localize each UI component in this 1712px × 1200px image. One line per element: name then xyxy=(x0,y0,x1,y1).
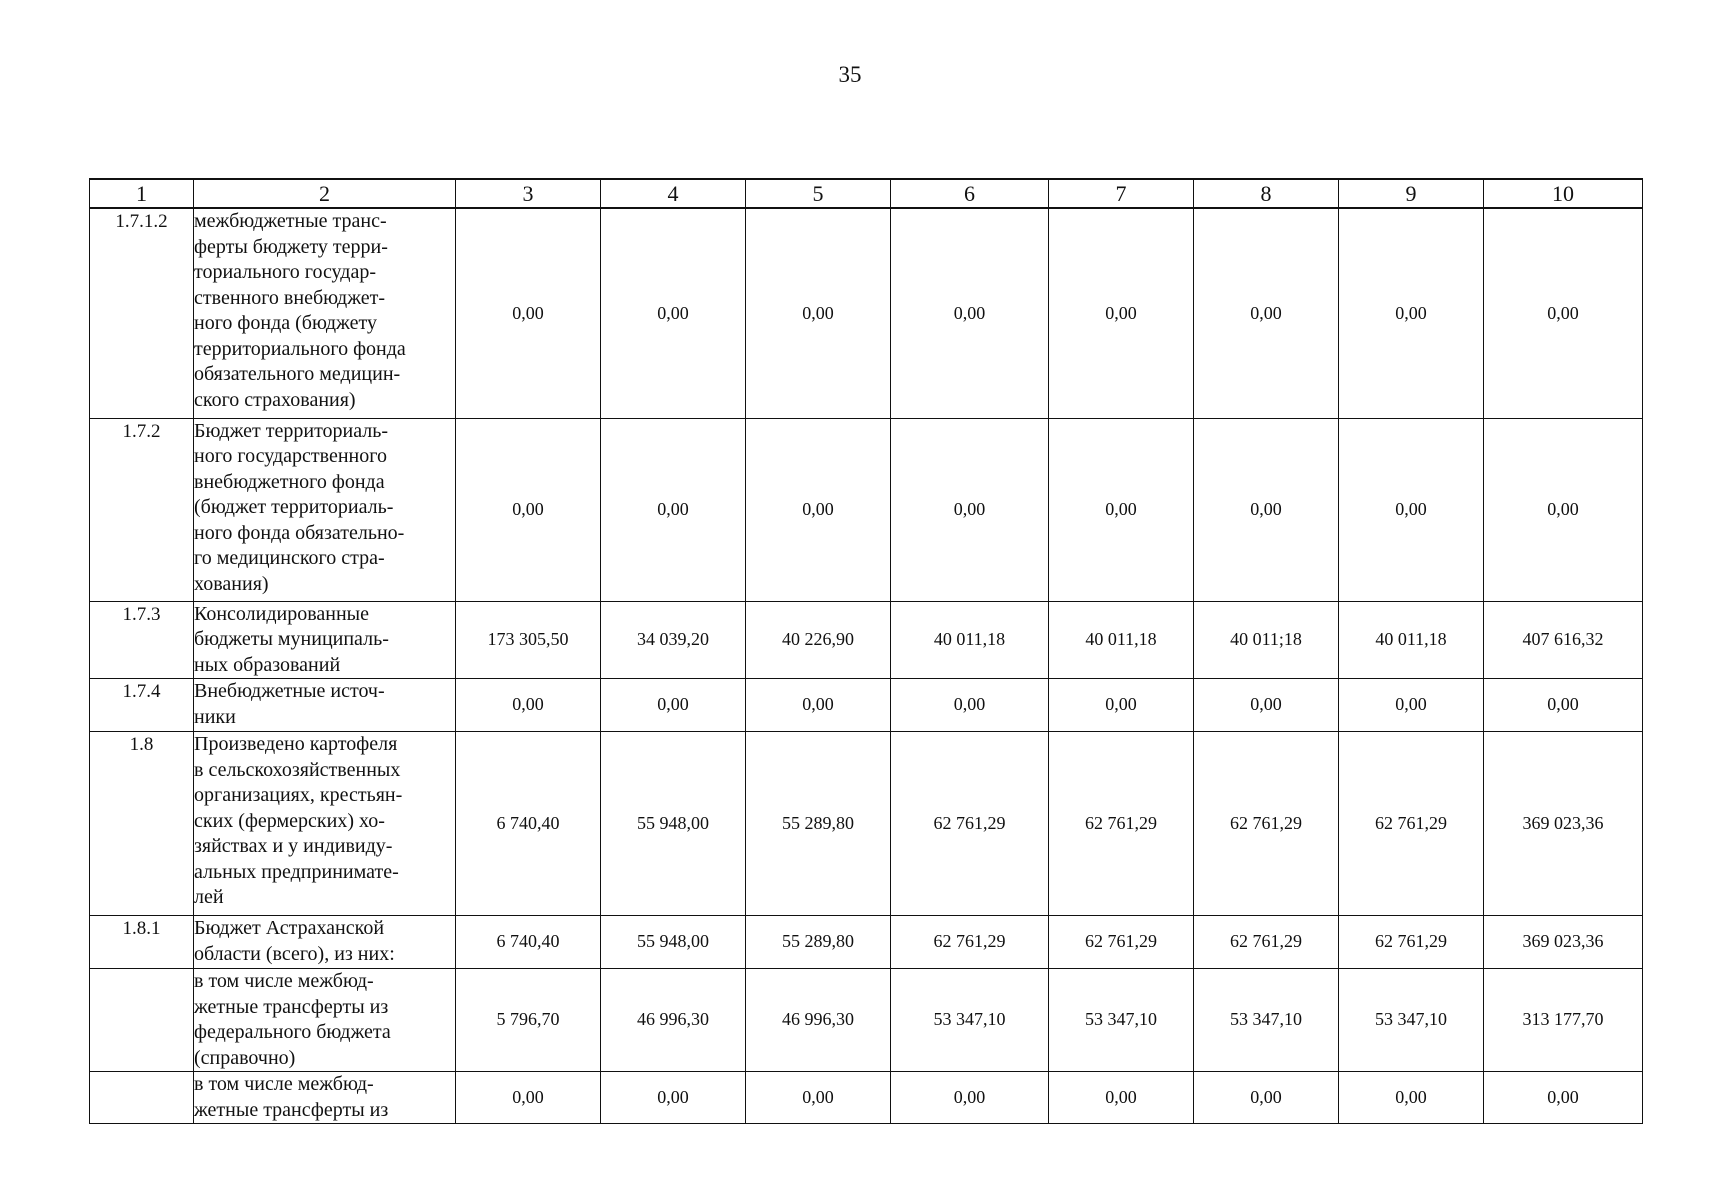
value-cell-col-7: 0,00 xyxy=(1049,208,1194,418)
value-cell-col-5: 0,00 xyxy=(746,208,891,418)
value-cell-col-10: 0,00 xyxy=(1484,208,1643,418)
description-line: ного фонда обязательно- xyxy=(194,521,405,544)
table-row xyxy=(90,679,1643,732)
row-description xyxy=(194,916,456,969)
description-line: области (всего), из них: xyxy=(194,942,395,965)
row-code xyxy=(90,1072,194,1124)
description-line: ферты бюджету терри- xyxy=(194,235,388,258)
table-row xyxy=(90,916,1643,969)
row-code xyxy=(90,969,194,1072)
value-cell-col-10: 0,00 xyxy=(1484,418,1643,601)
description-line: ственного внебюджет- xyxy=(194,286,386,309)
value-cell-col-4: 46 996,30 xyxy=(601,969,746,1072)
budget-table xyxy=(89,178,1643,1124)
value-cell-col-6: 0,00 xyxy=(891,1072,1049,1124)
value-cell-col-9: 0,00 xyxy=(1339,1072,1484,1124)
row-description xyxy=(194,1072,456,1124)
header-row xyxy=(90,179,1643,208)
value-cell-col-6: 53 347,10 xyxy=(891,969,1049,1072)
description-line: ных образований xyxy=(194,653,341,676)
value-cell-col-10: 0,00 xyxy=(1484,1072,1643,1124)
description-line: ториального государ- xyxy=(194,261,377,283)
description-line: ники xyxy=(194,705,236,728)
row-description xyxy=(194,601,456,679)
description-line: федерального бюджета xyxy=(194,1021,391,1043)
value-cell-col-9: 62 761,29 xyxy=(1339,732,1484,916)
value-cell-col-3: 6 740,40 xyxy=(456,916,601,969)
value-cell-col-4: 34 039,20 xyxy=(601,601,746,679)
description-line: бюджеты муниципаль- xyxy=(194,628,389,650)
value-cell-col-9: 0,00 xyxy=(1339,679,1484,732)
description-line: зяйствах и у индивиду- xyxy=(194,835,393,857)
row-description xyxy=(194,418,456,601)
value-cell-col-6: 62 761,29 xyxy=(891,916,1049,969)
description-line: жетные трансферты из xyxy=(194,995,389,1018)
column-header-5: 5 xyxy=(746,179,891,208)
value-cell-col-5: 0,00 xyxy=(746,679,891,732)
column-header-1: 1 xyxy=(90,179,194,208)
row-code: 1.8 xyxy=(90,732,194,916)
description-line: (справочно) xyxy=(194,1046,296,1069)
value-cell-col-6: 62 761,29 xyxy=(891,732,1049,916)
value-cell-col-4: 55 948,00 xyxy=(601,732,746,916)
row-code: 1.7.3 xyxy=(90,601,194,679)
value-cell-col-7: 40 011,18 xyxy=(1049,601,1194,679)
column-header-7: 7 xyxy=(1049,179,1194,208)
description-line: Произведено картофеля xyxy=(194,733,398,755)
value-cell-col-6: 0,00 xyxy=(891,679,1049,732)
value-cell-col-7: 53 347,10 xyxy=(1049,969,1194,1072)
value-cell-col-3: 5 796,70 xyxy=(456,969,601,1072)
value-cell-col-3: 6 740,40 xyxy=(456,732,601,916)
description-line: жетные трансферты из xyxy=(194,1098,389,1121)
value-cell-col-9: 53 347,10 xyxy=(1339,969,1484,1072)
value-cell-col-9: 0,00 xyxy=(1339,418,1484,601)
value-cell-col-3: 0,00 xyxy=(456,208,601,418)
value-cell-col-5: 0,00 xyxy=(746,418,891,601)
value-cell-col-6: 40 011,18 xyxy=(891,601,1049,679)
row-code: 1.7.1.2 xyxy=(90,208,194,418)
value-cell-col-7: 0,00 xyxy=(1049,418,1194,601)
value-cell-col-8: 62 761,29 xyxy=(1194,732,1339,916)
value-cell-col-9: 0,00 xyxy=(1339,208,1484,418)
column-header-4: 4 xyxy=(601,179,746,208)
description-line: лей xyxy=(194,886,224,908)
value-cell-col-10: 0,00 xyxy=(1484,679,1643,732)
value-cell-col-7: 62 761,29 xyxy=(1049,732,1194,916)
description-line: ского страхования) xyxy=(194,388,356,411)
column-header-3: 3 xyxy=(456,179,601,208)
column-header-10: 10 xyxy=(1484,179,1643,208)
column-header-9: 9 xyxy=(1339,179,1484,208)
description-line: Бюджет территориаль- xyxy=(194,419,389,442)
value-cell-col-7: 0,00 xyxy=(1049,1072,1194,1124)
description-line: ного государственного xyxy=(194,445,387,467)
description-line: в том числе межбюд- xyxy=(194,1073,374,1095)
row-description xyxy=(194,208,456,418)
value-cell-col-10: 369 023,36 xyxy=(1484,916,1643,969)
value-cell-col-3: 173 305,50 xyxy=(456,601,601,679)
value-cell-col-5: 46 996,30 xyxy=(746,969,891,1072)
value-cell-col-10: 369 023,36 xyxy=(1484,732,1643,916)
table-header xyxy=(90,179,1643,208)
description-line: территориального фонда xyxy=(194,337,406,360)
value-cell-col-3: 0,00 xyxy=(456,679,601,732)
table-row xyxy=(90,732,1643,916)
description-line: обязательного медицин- xyxy=(194,363,401,385)
value-cell-col-6: 0,00 xyxy=(891,208,1049,418)
value-cell-col-7: 62 761,29 xyxy=(1049,916,1194,969)
value-cell-col-4: 0,00 xyxy=(601,418,746,601)
value-cell-col-3: 0,00 xyxy=(456,1072,601,1124)
value-cell-col-8: 0,00 xyxy=(1194,208,1339,418)
table-row xyxy=(90,418,1643,601)
value-cell-col-4: 0,00 xyxy=(601,1072,746,1124)
value-cell-col-5: 40 226,90 xyxy=(746,601,891,679)
value-cell-col-8: 0,00 xyxy=(1194,679,1339,732)
table-row xyxy=(90,969,1643,1072)
value-cell-col-10: 407 616,32 xyxy=(1484,601,1643,679)
value-cell-col-7: 0,00 xyxy=(1049,679,1194,732)
description-line: ного фонда (бюджету xyxy=(194,312,377,334)
row-description xyxy=(194,679,456,732)
description-line: внебюджетного фонда xyxy=(194,470,385,493)
value-cell-col-9: 40 011,18 xyxy=(1339,601,1484,679)
page-number: 35 xyxy=(838,62,862,87)
row-description xyxy=(194,732,456,916)
description-line: в сельскохозяйственных xyxy=(194,758,401,781)
row-description xyxy=(194,969,456,1072)
description-line: межбюджетные транс- xyxy=(194,210,387,232)
value-cell-col-8: 40 011;18 xyxy=(1194,601,1339,679)
table-row xyxy=(90,208,1643,418)
value-cell-col-6: 0,00 xyxy=(891,418,1049,601)
value-cell-col-8: 0,00 xyxy=(1194,418,1339,601)
description-line: организациях, крестьян- xyxy=(194,784,403,806)
description-line: го медицинского стра- xyxy=(194,547,385,569)
value-cell-col-3: 0,00 xyxy=(456,418,601,601)
description-line: Консолидированные xyxy=(194,602,369,625)
value-cell-col-5: 0,00 xyxy=(746,1072,891,1124)
description-line: ских (фермерских) хо- xyxy=(194,809,385,832)
description-line: Бюджет Астраханской xyxy=(194,917,385,939)
value-cell-col-4: 55 948,00 xyxy=(601,916,746,969)
value-cell-col-8: 53 347,10 xyxy=(1194,969,1339,1072)
row-code: 1.8.1 xyxy=(90,916,194,969)
value-cell-col-5: 55 289,80 xyxy=(746,916,891,969)
description-line: в том числе межбюд- xyxy=(194,970,374,992)
value-cell-col-5: 55 289,80 xyxy=(746,732,891,916)
table-body xyxy=(90,208,1643,1124)
description-line: (бюджет территориаль- xyxy=(194,496,394,518)
description-line: Внебюджетные источ- xyxy=(194,680,385,702)
row-code: 1.7.2 xyxy=(90,418,194,601)
table-row xyxy=(90,1072,1643,1124)
column-header-2: 2 xyxy=(194,179,456,208)
value-cell-col-10: 313 177,70 xyxy=(1484,969,1643,1072)
description-line: альных предпринимате- xyxy=(194,860,399,883)
value-cell-col-4: 0,00 xyxy=(601,679,746,732)
column-header-6: 6 xyxy=(891,179,1049,208)
description-line: хования) xyxy=(194,572,269,595)
value-cell-col-8: 0,00 xyxy=(1194,1072,1339,1124)
table-row xyxy=(90,601,1643,679)
row-code: 1.7.4 xyxy=(90,679,194,732)
value-cell-col-8: 62 761,29 xyxy=(1194,916,1339,969)
value-cell-col-9: 62 761,29 xyxy=(1339,916,1484,969)
column-header-8: 8 xyxy=(1194,179,1339,208)
value-cell-col-4: 0,00 xyxy=(601,208,746,418)
